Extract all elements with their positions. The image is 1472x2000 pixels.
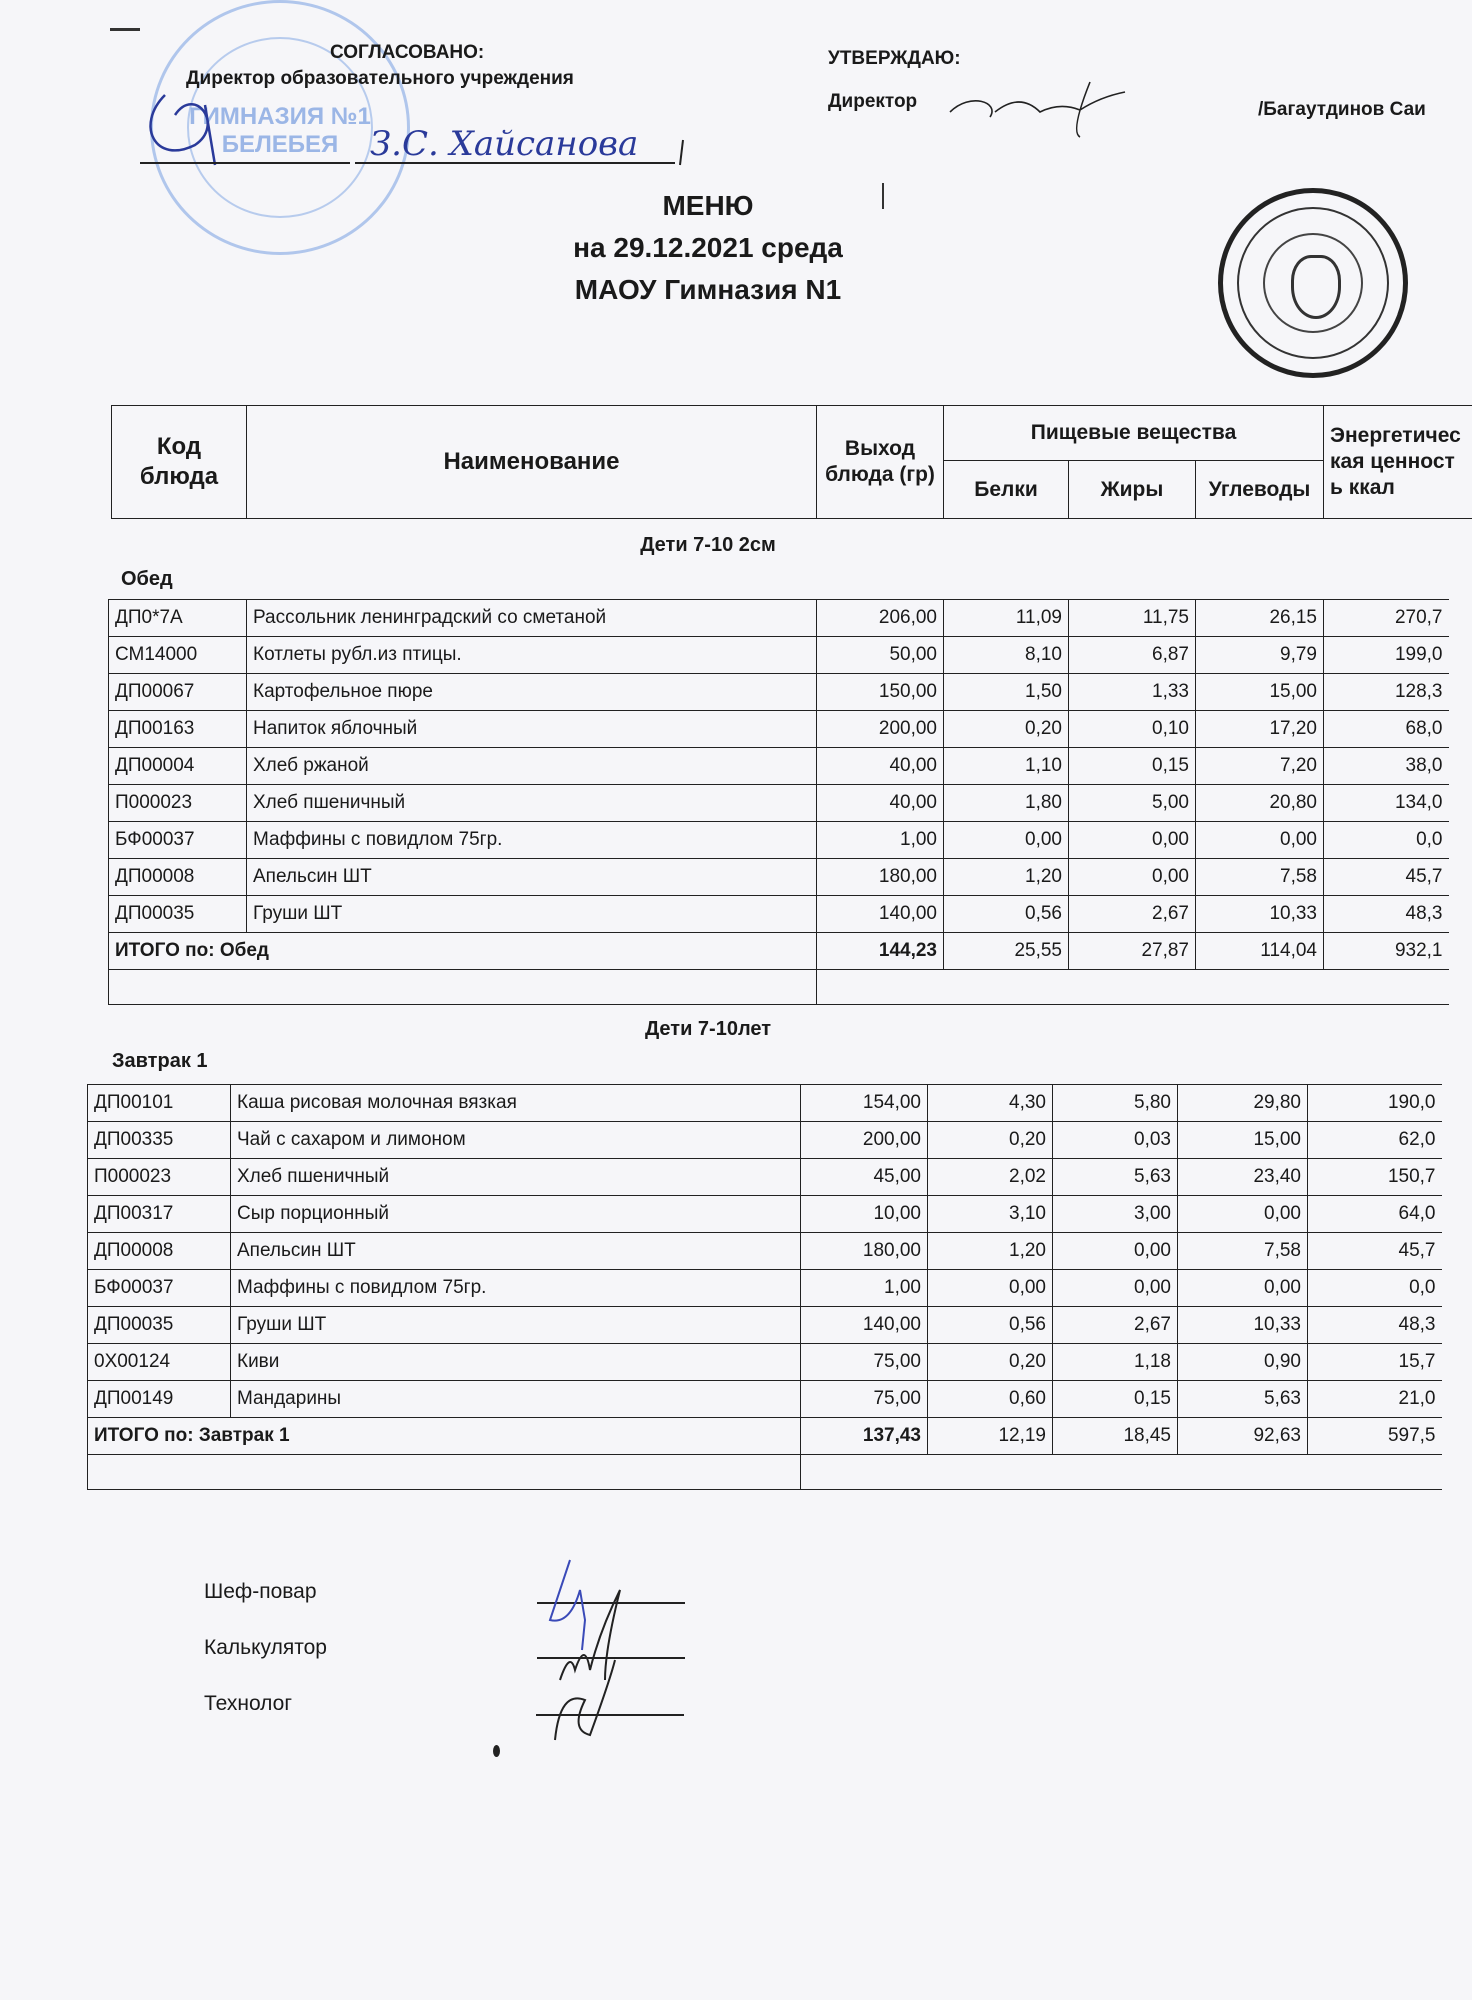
protein-value: 0,20 xyxy=(928,1122,1053,1159)
table-row xyxy=(109,711,1449,748)
calculator-label: Калькулятор xyxy=(204,1636,327,1659)
table-row xyxy=(88,1159,1442,1196)
dish-code: ДП00101 xyxy=(88,1085,231,1122)
energy-value: 48,3 xyxy=(1308,1307,1442,1344)
energy-value: 64,0 xyxy=(1308,1196,1442,1233)
table-row xyxy=(88,1270,1442,1307)
fat-value: 1,33 xyxy=(1069,674,1196,711)
header-yield: Выход блюда (гр) xyxy=(817,406,944,519)
carbs-value: 7,58 xyxy=(1196,859,1324,896)
table-row xyxy=(88,1381,1442,1418)
fat-value: 0,10 xyxy=(1069,711,1196,748)
approver-signature xyxy=(940,72,1150,142)
energy-value: 128,3 xyxy=(1324,674,1449,711)
carbs-value: 10,33 xyxy=(1196,896,1324,933)
total-carbs: 92,63 xyxy=(1178,1418,1308,1455)
energy-value: 68,0 xyxy=(1324,711,1449,748)
dish-code: ДП00004 xyxy=(109,748,247,785)
dish-name: Маффины с повидлом 75гр. xyxy=(247,822,817,859)
dish-name: Хлеб пшеничный xyxy=(231,1159,801,1196)
table-row xyxy=(88,1307,1442,1344)
page-title: МЕНЮ xyxy=(662,190,754,221)
header-name: Наименование xyxy=(247,406,817,519)
table-row xyxy=(88,1233,1442,1270)
dish-yield: 1,00 xyxy=(817,822,944,859)
fat-value: 0,15 xyxy=(1053,1381,1178,1418)
total-label: ИТОГО по: Обед xyxy=(109,933,817,970)
total-energy: 597,5 xyxy=(1308,1418,1442,1455)
header-carbs: Углеводы xyxy=(1196,461,1324,519)
school-stamp-text: ГИМНАЗИЯ №1 БЕЛЕБЕЯ xyxy=(189,103,371,158)
table-row xyxy=(109,859,1449,896)
total-fat: 18,45 xyxy=(1053,1418,1178,1455)
dish-code: ДП00335 xyxy=(88,1122,231,1159)
fat-value: 5,80 xyxy=(1053,1085,1178,1122)
protein-value: 2,02 xyxy=(928,1159,1053,1196)
fat-value: 11,75 xyxy=(1069,600,1196,637)
staff-signatures xyxy=(510,1530,710,1760)
dish-code: ДП00149 xyxy=(88,1381,231,1418)
dish-code: ДП00035 xyxy=(88,1307,231,1344)
protein-value: 0,00 xyxy=(928,1270,1053,1307)
section-group-title: Дети 7-10лет xyxy=(644,1018,772,1040)
approval-right-heading: УТВЕРЖДАЮ: xyxy=(828,48,961,69)
table-row xyxy=(88,1122,1442,1159)
table-row xyxy=(109,822,1449,859)
table-row xyxy=(109,674,1449,711)
total-row xyxy=(88,1418,1442,1455)
carbs-value: 0,90 xyxy=(1178,1344,1308,1381)
dish-code: БФ00037 xyxy=(109,822,247,859)
table-row xyxy=(109,896,1449,933)
dish-yield: 1,00 xyxy=(801,1270,928,1307)
empty-row xyxy=(109,970,1449,1005)
fat-value: 2,67 xyxy=(1069,896,1196,933)
dish-yield: 180,00 xyxy=(817,859,944,896)
protein-value: 0,00 xyxy=(944,822,1069,859)
energy-value: 38,0 xyxy=(1324,748,1449,785)
empty-cell xyxy=(817,970,1449,1005)
table-row xyxy=(109,748,1449,785)
carbs-value: 10,33 xyxy=(1178,1307,1308,1344)
energy-value: 0,0 xyxy=(1324,822,1449,859)
protein-value: 11,09 xyxy=(944,600,1069,637)
dish-name: Мандарины xyxy=(231,1381,801,1418)
director-signature xyxy=(135,85,695,175)
empty-cell xyxy=(109,970,817,1005)
total-protein: 12,19 xyxy=(928,1418,1053,1455)
protein-value: 8,10 xyxy=(944,637,1069,674)
table-row xyxy=(88,1344,1442,1381)
protein-value: 1,80 xyxy=(944,785,1069,822)
dish-code: 0Х00124 xyxy=(88,1344,231,1381)
section-meal-title: Обед xyxy=(121,568,173,590)
total-carbs: 114,04 xyxy=(1196,933,1324,970)
dish-code: ДП00008 xyxy=(88,1233,231,1270)
dish-yield: 180,00 xyxy=(801,1233,928,1270)
energy-value: 270,7 xyxy=(1324,600,1449,637)
protein-value: 1,20 xyxy=(928,1233,1053,1270)
protein-value: 1,10 xyxy=(944,748,1069,785)
carbs-value: 15,00 xyxy=(1196,674,1324,711)
total-fat: 27,87 xyxy=(1069,933,1196,970)
dish-name: Каша рисовая молочная вязкая xyxy=(231,1085,801,1122)
energy-value: 199,0 xyxy=(1324,637,1449,674)
dish-code: ДП00163 xyxy=(109,711,247,748)
protein-value: 0,56 xyxy=(928,1307,1053,1344)
carbs-value: 7,58 xyxy=(1178,1233,1308,1270)
empty-row xyxy=(88,1455,1442,1490)
fat-value: 0,03 xyxy=(1053,1122,1178,1159)
total-yield: 144,23 xyxy=(817,933,944,970)
header-energy: Энергетическая ценность ккал xyxy=(1324,406,1472,519)
carbs-value: 26,15 xyxy=(1196,600,1324,637)
fat-value: 0,00 xyxy=(1053,1233,1178,1270)
protein-value: 0,56 xyxy=(944,896,1069,933)
header-protein: Белки xyxy=(944,461,1069,519)
fat-value: 6,87 xyxy=(1069,637,1196,674)
dish-yield: 140,00 xyxy=(817,896,944,933)
carbs-value: 0,00 xyxy=(1178,1196,1308,1233)
energy-value: 45,7 xyxy=(1308,1233,1442,1270)
carbs-value: 15,00 xyxy=(1178,1122,1308,1159)
energy-value: 190,0 xyxy=(1308,1085,1442,1122)
energy-value: 48,3 xyxy=(1324,896,1449,933)
dish-code: П000023 xyxy=(109,785,247,822)
menu-table-header xyxy=(111,405,1472,519)
table-row xyxy=(109,785,1449,822)
carbs-value: 7,20 xyxy=(1196,748,1324,785)
energy-value: 21,0 xyxy=(1308,1381,1442,1418)
dish-name: Апельсин ШТ xyxy=(231,1233,801,1270)
protein-value: 1,20 xyxy=(944,859,1069,896)
dish-name: Чай с сахаром и лимоном xyxy=(231,1122,801,1159)
dish-yield: 140,00 xyxy=(801,1307,928,1344)
dish-name: Апельсин ШТ xyxy=(247,859,817,896)
chef-label: Шеф-повар xyxy=(204,1580,317,1603)
header-nutrients: Пищевые вещества xyxy=(944,406,1324,461)
section-meal-title: Завтрак 1 xyxy=(112,1050,208,1072)
dish-yield: 200,00 xyxy=(817,711,944,748)
dish-name: Сыр порционный xyxy=(231,1196,801,1233)
empty-cell xyxy=(88,1455,801,1490)
dish-name: Груши ШТ xyxy=(247,896,817,933)
protein-value: 0,20 xyxy=(944,711,1069,748)
dish-code: ДП00008 xyxy=(109,859,247,896)
approval-right-position: Директор xyxy=(828,91,918,112)
menu-date: на 29.12.2021 среда xyxy=(573,232,843,263)
protein-value: 0,20 xyxy=(928,1344,1053,1381)
dish-name: Напиток яблочный xyxy=(247,711,817,748)
dish-yield: 150,00 xyxy=(817,674,944,711)
dish-code: ДП00067 xyxy=(109,674,247,711)
technologist-label: Технолог xyxy=(204,1692,293,1715)
total-protein: 25,55 xyxy=(944,933,1069,970)
carbs-value: 0,00 xyxy=(1196,822,1324,859)
header-fat: Жиры xyxy=(1069,461,1196,519)
dish-name: Хлеб пшеничный xyxy=(247,785,817,822)
fat-value: 5,63 xyxy=(1053,1159,1178,1196)
approval-left-position: Директор образовательного учреждения xyxy=(186,68,574,89)
fat-value: 0,00 xyxy=(1053,1270,1178,1307)
dish-name: Картофельное пюре xyxy=(247,674,817,711)
fat-value: 1,18 xyxy=(1053,1344,1178,1381)
scan-mark xyxy=(110,28,140,31)
dish-name: Груши ШТ xyxy=(231,1307,801,1344)
dish-name: Маффины с повидлом 75гр. xyxy=(231,1270,801,1307)
dish-yield: 154,00 xyxy=(801,1085,928,1122)
total-label: ИТОГО по: Завтрак 1 xyxy=(88,1418,801,1455)
carbs-value: 9,79 xyxy=(1196,637,1324,674)
energy-value: 150,7 xyxy=(1308,1159,1442,1196)
table-row xyxy=(109,637,1449,674)
protein-value: 3,10 xyxy=(928,1196,1053,1233)
dish-name: Киви xyxy=(231,1344,801,1381)
dish-yield: 200,00 xyxy=(801,1122,928,1159)
dish-yield: 75,00 xyxy=(801,1344,928,1381)
protein-value: 4,30 xyxy=(928,1085,1053,1122)
handwritten-name: З.С. Хайсанова xyxy=(370,124,639,164)
protein-value: 0,60 xyxy=(928,1381,1053,1418)
school-name: МАОУ Гимназия N1 xyxy=(574,274,842,305)
carbs-value: 17,20 xyxy=(1196,711,1324,748)
protein-value: 1,50 xyxy=(944,674,1069,711)
menu-table-breakfast xyxy=(87,1084,1442,1490)
dish-name: Хлеб ржаной xyxy=(247,748,817,785)
section-group-title: Дети 7-10 2см xyxy=(640,534,776,556)
dish-code: ДП0*7А xyxy=(109,600,247,637)
energy-value: 62,0 xyxy=(1308,1122,1442,1159)
dish-code: БФ00037 xyxy=(88,1270,231,1307)
fat-value: 0,00 xyxy=(1069,859,1196,896)
dish-code: ДП00317 xyxy=(88,1196,231,1233)
dish-yield: 10,00 xyxy=(801,1196,928,1233)
energy-value: 0,0 xyxy=(1308,1270,1442,1307)
carbs-value: 29,80 xyxy=(1178,1085,1308,1122)
energy-value: 134,0 xyxy=(1324,785,1449,822)
energy-value: 45,7 xyxy=(1324,859,1449,896)
table-row xyxy=(109,600,1449,637)
carbs-value: 5,63 xyxy=(1178,1381,1308,1418)
approval-left-heading: СОГЛАСОВАНО: xyxy=(330,42,485,63)
dish-yield: 40,00 xyxy=(817,785,944,822)
dish-yield: 75,00 xyxy=(801,1381,928,1418)
dish-yield: 50,00 xyxy=(817,637,944,674)
dish-yield: 45,00 xyxy=(801,1159,928,1196)
carbs-value: 20,80 xyxy=(1196,785,1324,822)
fat-value: 5,00 xyxy=(1069,785,1196,822)
table-row xyxy=(88,1085,1442,1122)
total-energy: 932,1 xyxy=(1324,933,1449,970)
ink-spot xyxy=(493,1745,500,1757)
fat-value: 3,00 xyxy=(1053,1196,1178,1233)
fat-value: 2,67 xyxy=(1053,1307,1178,1344)
menu-table-lunch xyxy=(108,599,1449,1005)
approver-name: /Багаутдинов Саи xyxy=(1258,99,1426,120)
dish-name: Котлеты рубл.из птицы. xyxy=(247,637,817,674)
carbs-value: 0,00 xyxy=(1178,1270,1308,1307)
total-yield: 137,43 xyxy=(801,1418,928,1455)
carbs-value: 23,40 xyxy=(1178,1159,1308,1196)
fat-value: 0,00 xyxy=(1069,822,1196,859)
fat-value: 0,15 xyxy=(1069,748,1196,785)
dish-code: СМ14000 xyxy=(109,637,247,674)
total-row xyxy=(109,933,1449,970)
dish-name: Рассольник ленинградский со сметаной xyxy=(247,600,817,637)
empty-cell xyxy=(801,1455,1442,1490)
dish-code: ДП00035 xyxy=(109,896,247,933)
dish-yield: 206,00 xyxy=(817,600,944,637)
header-code: Код блюда xyxy=(112,406,247,519)
table-row xyxy=(88,1196,1442,1233)
dish-yield: 40,00 xyxy=(817,748,944,785)
dish-code: П000023 xyxy=(88,1159,231,1196)
energy-value: 15,7 xyxy=(1308,1344,1442,1381)
